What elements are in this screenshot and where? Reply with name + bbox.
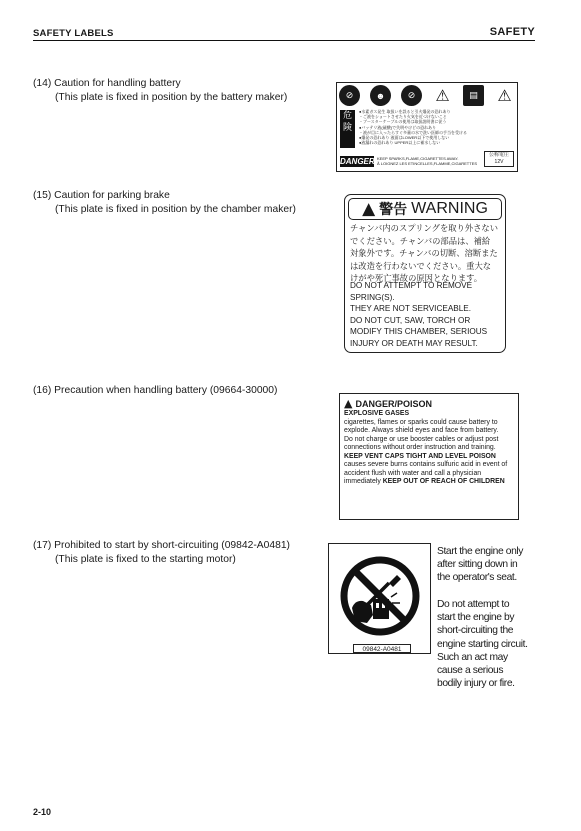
keep-line: Ã LOIGNEZ LES ETINCELLES,FLAMME,CIGARETTES [377,161,478,166]
start-warning-line: start the engine by [437,612,515,624]
warning-jp-heading: 警告 [379,202,408,218]
warning-jp-line: は改造を行わないでください。重大な [350,260,492,271]
warning-en-line: DO NOT ATTEMPT TO REMOVE [350,281,473,290]
keep-away-text [377,156,477,166]
parking-brake-warning-plate [344,194,506,353]
warning-en-line: MODIFY THIS CHAMBER, SERIOUS [350,327,488,337]
battery-caution-plate [336,82,518,172]
warning-jp-line: チャンバ内のスプリングを取り外さない [350,223,499,233]
battery-line: ・ご液をショートさせたり火気を近づけないこと [359,114,447,120]
starting-motor-plate [328,543,431,654]
section-16-title: (16) Precaution when handling battery (09664-30000) [33,385,278,396]
battery-jp-text [359,109,514,145]
danger-poison-plate [339,393,519,520]
no-fire-icon: ⊘ [339,85,360,106]
no-short-circuit-icon [337,553,423,639]
danger-label: DANGER [340,157,375,166]
danger-keep-out-text: KEEP OUT OF REACH OF CHILDREN [382,478,505,485]
danger-heading [344,397,432,410]
battery-line: ●バッテリ液(硫酸)で失明やけどの恐れあり [359,124,437,130]
warning-jp-line: けがや死亡事故の原因となります。 [350,273,483,284]
kiken-label: 危険 [340,110,355,148]
section-15-subtitle: (This plate is fixed in position by the chamber maker) [55,204,296,215]
read-manual-icon: ▤ [463,85,484,106]
warning-banner [348,198,502,220]
voltage-value: 12V [494,159,504,165]
battery-line: ・ブースターケーブルの使用は取扱説明書に従う [359,119,447,125]
warning-en-line: SPRING(S). [350,292,395,302]
start-instruction-line: after sitting down in [437,559,518,571]
voltage-label: 公称電圧 [488,152,509,158]
section-17-subtitle: (This plate is fixed to the starting motor) [55,554,236,565]
start-warning-line: cause a serious [437,665,504,677]
danger-triangle-icon: ▲ [344,397,353,410]
warning-en-heading: WARNING [411,200,488,217]
keep-line: KEEP SPARKS,FLAME,CIGARETTES AWAY. [377,156,459,161]
warning-en-line: DO NOT CUT, SAW, TORCH OR [350,315,471,325]
battery-line: ●爆発の恐れあり 液面はLOWER以下で使用しない [359,135,450,141]
warning-en-line: INJURY OR DEATH MAY RESULT. [350,338,478,348]
section-14-subtitle: (This plate is fixed in position by the battery maker) [55,92,288,103]
explosion-icon: ⚠ [497,87,512,105]
danger-heading-explosive: EXPLOSIVE GASES [344,410,410,417]
danger-paragraph-final [344,461,515,487]
danger-title: DANGER/POISON [355,398,432,409]
page-number: 2-10 [33,807,52,817]
section-header-label: SAFETY LABELS [33,28,114,39]
start-instruction-line: the operator's seat. [437,572,517,584]
battery-line: ●液漏れの恐れあり UPPER以上に補水しない [359,140,441,146]
warning-en-text [350,280,502,350]
battery-line: ・液が目に入ったらすぐ多量の水で洗い医師の手当を受ける [359,129,467,135]
warning-jp-text [350,222,501,285]
start-warning-line: bodily injury or fire. [437,678,515,690]
face-shield-icon: ☻ [370,85,391,106]
start-warning-text [437,598,528,690]
danger-body [344,410,515,487]
keep-children-away-icon: ⊘ [401,85,422,106]
danger-paragraph: causes severe burns contains sulfuric acid in event of accident flush with water and call a physician immediately [344,461,508,485]
warning-triangle-icon: ▲ [362,198,376,219]
section-14-title: (14) Caution for handling battery [33,78,181,89]
danger-paragraph: Do not charge or use booster cables or adjust post connections without order instruction and training. [344,435,499,451]
start-warning-line: Do not attempt to [437,599,510,610]
warning-jp-line: でください。チャンバの部品は、補給 [350,235,491,246]
warning-en-line: THEY ARE NOT SERVICEABLE. [350,304,472,314]
acid-hazard-icon: ⚠ [435,87,450,105]
start-warning-line: engine starting circuit. [437,638,528,650]
section-15-title: (15) Caution for parking brake [33,190,170,201]
section-17-title: (17) Prohibited to start by short-circuiting (09842-A0481) [33,540,290,551]
warning-jp-line: 対象外です。チャンバの切断、溶断また [350,248,498,259]
battery-line: ●水素ガス発生 取扱いを誤ると引火爆発の恐れあり [359,109,451,114]
plate-part-number: 09842-A0481 [353,644,411,653]
danger-paragraph: cigarettes, flames or sparks could cause battery to explode. Always shield eyes and face from battery. [344,418,499,434]
start-warning-line: short-circuiting the [437,625,514,637]
voltage-box [484,151,514,167]
start-instruction-line: Start the engine only [437,546,524,557]
danger-heading-vent: KEEP VENT CAPS TIGHT AND LEVEL POISON [344,452,496,460]
start-warning-line: Such an act may [437,651,508,663]
header-rule [33,40,535,41]
chapter-title: SAFETY [489,26,535,38]
start-instruction-text [437,545,523,585]
